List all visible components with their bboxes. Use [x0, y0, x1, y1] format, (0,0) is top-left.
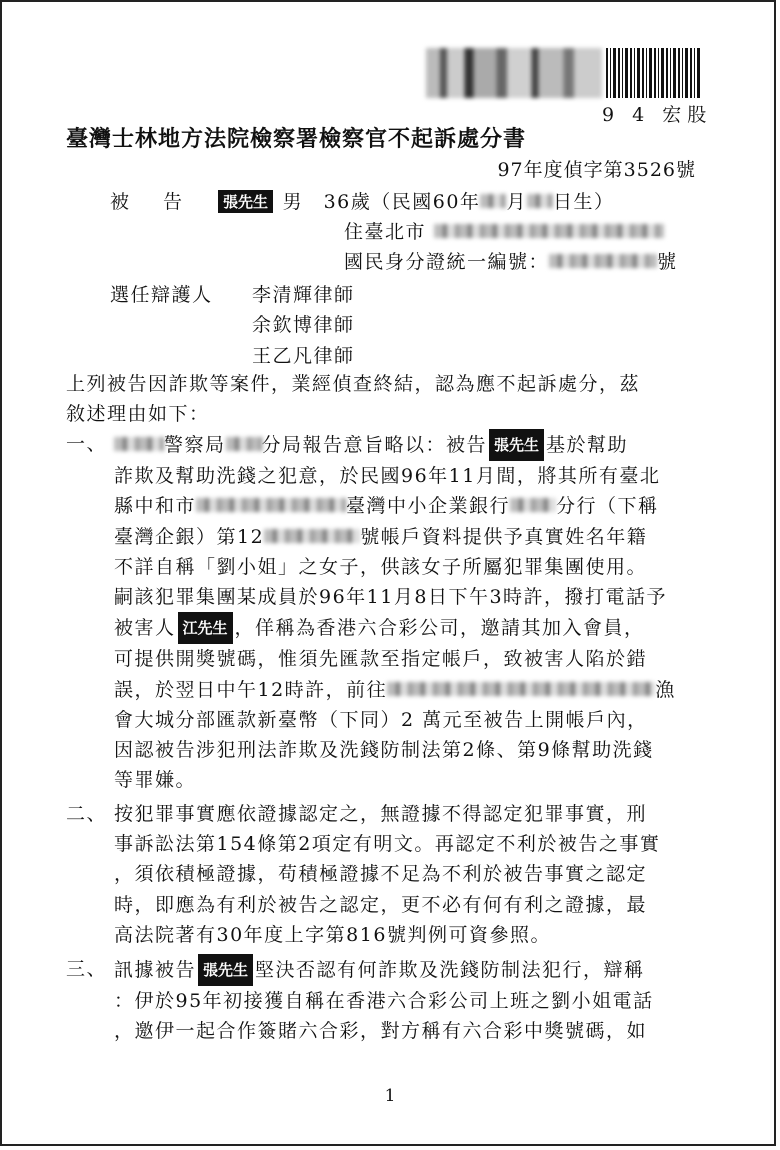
- section-number: 一、: [66, 433, 108, 455]
- text-line: 等罪嫌。: [114, 769, 197, 792]
- section-body: [114, 429, 706, 795]
- name-tag-victim: 江先生: [178, 612, 233, 644]
- lawyer-3: 王乙凡律師: [252, 345, 355, 367]
- defense-label: 選任辯護人: [110, 284, 213, 306]
- section-2: [66, 799, 706, 951]
- intro-line: 上列被告因詐欺等案件，業經偵查終結，認為應不起訴處分，茲: [66, 373, 641, 395]
- document-title: 臺灣士林地方法院檢察署檢察官不起訴處分書: [66, 127, 527, 152]
- text-line: [114, 612, 706, 644]
- text-span: 被害人: [114, 617, 176, 640]
- intro-line: 敘述理由如下：: [66, 403, 210, 426]
- text-line: ，邀伊一起合作簽賭六合彩，對方稱有六合彩中獎號碼，如: [114, 1020, 648, 1043]
- redacted-location: [387, 682, 655, 696]
- text-line: [114, 522, 706, 552]
- name-tag-defendant: 張先生: [218, 190, 273, 213]
- text-line: 嗣該犯罪集團某成員於96年11月8日下午3時許，撥打電話予: [114, 586, 668, 609]
- text-line: 時，即應為有利於被告之認定，更不必有何有利之證據，最: [114, 893, 648, 916]
- text-span: 警察局: [164, 434, 226, 456]
- text-line: [114, 954, 706, 986]
- text-line: ，須依積極證據，苟積極證據不足為不利於被告事實之認定: [114, 863, 648, 886]
- text-span: 誤，於翌日中午12時許，前往: [114, 678, 388, 701]
- defendant-month-suffix: 月: [506, 191, 527, 213]
- text-line: 可提供開獎號碼，惟須先匯款至指定帳戶，致被害人陷於錯: [114, 648, 648, 671]
- page-number: 1: [384, 1086, 396, 1106]
- redacted-address: [434, 224, 664, 238]
- intro-paragraph: [66, 369, 706, 429]
- section-number: 二、: [66, 803, 108, 825]
- section-number: 三、: [66, 958, 108, 980]
- defendant-line: [110, 187, 614, 214]
- redacted-address: [196, 498, 346, 512]
- lawyer-1: 李清輝律師: [252, 284, 355, 306]
- text-span: 分行（下稱: [556, 495, 659, 518]
- text-line: 事訴訟法第154條第2項定有明文。再認定不利於被告之事實: [114, 833, 661, 856]
- text-line: [114, 491, 706, 521]
- redacted-branch: [510, 498, 556, 512]
- id-label: 國民身分證統一編號：: [344, 251, 550, 273]
- redacted-barcode-block: [426, 48, 602, 98]
- address-label: 住臺北市: [344, 221, 427, 243]
- text-span: 號帳戶資料提供予真實姓名年籍: [360, 525, 648, 548]
- text-span: 基於幫助: [546, 434, 629, 456]
- redacted-birth-month: [480, 194, 506, 208]
- defendant-sex-age: 男 36歲（民國60年: [282, 191, 481, 213]
- text-line: 詐欺及幫助洗錢之犯意，於民國96年11月間，將其所有臺北: [114, 465, 661, 488]
- defendant-day-suffix: 日生）: [552, 191, 615, 213]
- text-line: [114, 675, 706, 705]
- redacted-city: [114, 437, 164, 451]
- text-line: 不詳自稱「劉小姐」之女子，供該女子所屬犯罪集團使用。: [114, 555, 648, 578]
- barcode-bars: [606, 48, 702, 98]
- text-line: 按犯罪事實應依證據認定之，無證據不得認定犯罪事實，刑: [114, 803, 648, 825]
- text-span: 分局報告意旨略以：被告: [261, 434, 488, 456]
- text-span: 臺灣企銀）第12: [114, 525, 265, 548]
- redacted-birth-day: [527, 194, 553, 208]
- text-line: [114, 429, 706, 461]
- barcode-text: 9 4 宏股: [602, 104, 713, 126]
- defendant-label: 被告: [110, 191, 217, 213]
- section-body: [114, 799, 706, 950]
- defendant-address-line: [344, 217, 664, 244]
- lawyer-2: 余欽博律師: [252, 314, 355, 336]
- text-span: 堅決否認有何詐欺及洗錢防制法犯行，辯稱: [255, 959, 645, 981]
- case-number: 97年度偵字第3526號: [497, 159, 696, 181]
- section-body: [114, 954, 706, 1047]
- name-tag-defendant: 張先生: [198, 954, 253, 986]
- redacted-account-number: [264, 529, 360, 543]
- id-suffix: 號: [657, 251, 678, 273]
- text-line: 會大城分部匯款新臺幣（下同）2 萬元至被告上開帳戶內，: [114, 708, 648, 731]
- text-span: 訊據被告: [114, 959, 197, 981]
- section-1: [66, 429, 706, 799]
- redacted-id-number: [549, 254, 657, 268]
- defendant-id-line: [344, 247, 678, 274]
- text-span: 縣中和市: [114, 495, 197, 518]
- text-line: 因認被告涉犯刑法詐欺及洗錢防制法第2條、第9條幫助洗錢: [114, 739, 654, 762]
- name-tag-defendant: 張先生: [489, 429, 544, 461]
- barcode: [426, 48, 702, 98]
- text-span: 漁: [655, 678, 676, 701]
- text-span: ，佯稱為香港六合彩公司，邀請其加入會員，: [234, 617, 645, 640]
- text-line: 高法院著有30年度上字第816號判例可資參照。: [114, 923, 551, 946]
- text-line: ：伊於95年初接獲自稱在香港六合彩公司上班之劉小姐電話: [114, 990, 654, 1013]
- section-3: [66, 954, 706, 1046]
- text-span: 臺灣中小企業銀行: [346, 495, 511, 518]
- redacted-precinct: [226, 437, 262, 451]
